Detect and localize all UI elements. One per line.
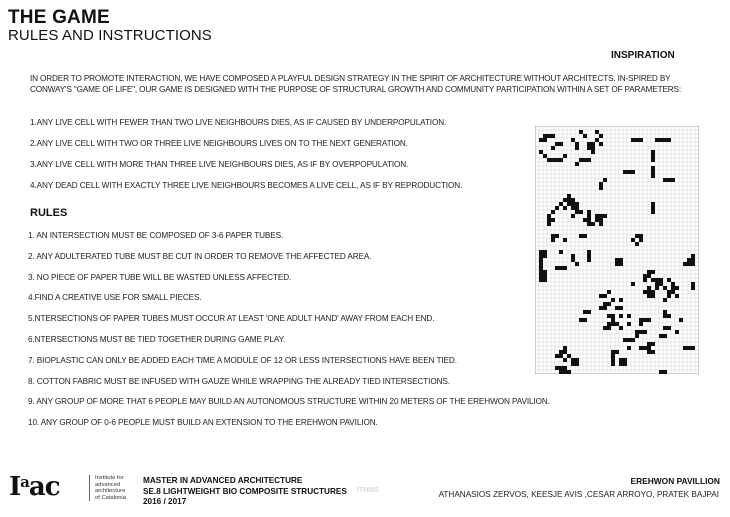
live-cell [599, 214, 603, 218]
live-cell [643, 330, 647, 334]
live-cell [603, 302, 607, 306]
program-info [143, 476, 347, 508]
live-cell [539, 270, 543, 274]
rule-item: 4.FIND A CREATIVE USE FOR SMALL PIECES. [28, 293, 202, 303]
live-cell [643, 318, 647, 322]
live-cell [583, 310, 587, 314]
live-cell [543, 274, 547, 278]
live-cell [571, 198, 575, 202]
live-cell [663, 310, 667, 314]
live-cell [647, 294, 651, 298]
live-cell [555, 206, 559, 210]
live-cell [583, 134, 587, 138]
live-cell [603, 306, 607, 310]
live-cell [571, 358, 575, 362]
live-cell [539, 138, 543, 142]
live-cell [559, 370, 563, 374]
live-cell [571, 258, 575, 262]
live-cell [671, 290, 675, 294]
live-cell [559, 354, 563, 358]
live-cell [567, 354, 571, 358]
live-cell [631, 238, 635, 242]
live-cell [543, 278, 547, 282]
live-cell [623, 170, 627, 174]
live-cell [619, 298, 623, 302]
live-cell [651, 202, 655, 206]
live-cell [539, 150, 543, 154]
live-cell [575, 362, 579, 366]
logo-letter: I [9, 472, 21, 502]
live-cell [555, 354, 559, 358]
live-cell [571, 362, 575, 366]
live-cell [663, 326, 667, 330]
live-cell [663, 334, 667, 338]
live-cell [563, 198, 567, 202]
live-cell [651, 154, 655, 158]
live-cell [559, 366, 563, 370]
live-cell [563, 206, 567, 210]
live-cell [563, 266, 567, 270]
live-cell [651, 278, 655, 282]
live-cell [559, 266, 563, 270]
live-cell [639, 318, 643, 322]
live-cell [667, 178, 671, 182]
live-cell [567, 194, 571, 198]
live-cell [571, 214, 575, 218]
live-cell [599, 182, 603, 186]
live-cell [631, 138, 635, 142]
live-cell [579, 234, 583, 238]
live-cell [675, 330, 679, 334]
live-cell [663, 138, 667, 142]
live-cell [571, 202, 575, 206]
live-cell [611, 358, 615, 362]
live-cell [647, 290, 651, 294]
live-cell [595, 138, 599, 142]
institute-line: of Catalonia [95, 494, 126, 501]
live-cell [587, 214, 591, 218]
live-cell [587, 142, 591, 146]
live-cell [647, 286, 651, 290]
live-cell [655, 282, 659, 286]
live-cell [543, 250, 547, 254]
live-cell [631, 282, 635, 286]
live-cell [659, 334, 663, 338]
live-cell [539, 254, 543, 258]
live-cell [587, 258, 591, 262]
live-cell [591, 222, 595, 226]
live-cell [611, 314, 615, 318]
live-cell [547, 214, 551, 218]
live-cell [591, 146, 595, 150]
live-cell [607, 326, 611, 330]
live-cell [603, 214, 607, 218]
live-cell [611, 362, 615, 366]
live-cell [619, 258, 623, 262]
live-cell [579, 210, 583, 214]
live-cell [687, 346, 691, 350]
live-cell [615, 322, 619, 326]
live-cell [619, 262, 623, 266]
live-cell [607, 302, 611, 306]
live-cell [639, 234, 643, 238]
live-cell [599, 142, 603, 146]
live-cell [643, 278, 647, 282]
live-cell [615, 350, 619, 354]
live-cell [663, 286, 667, 290]
live-cell [659, 138, 663, 142]
institute-line: Institute for [95, 475, 124, 481]
rule-item: 8. COTTON FABRIC MUST BE INFUSED WITH GAUZE WHILE WRAPPING THE ALREADY TIED INTERSECTIONS. [28, 376, 450, 386]
live-cell [667, 326, 671, 330]
logo-letter-sup: a [20, 473, 29, 491]
live-cell [583, 318, 587, 322]
live-cell [551, 210, 555, 214]
live-cell [567, 370, 571, 374]
live-cell [691, 254, 695, 258]
live-cell [587, 218, 591, 222]
live-cell [547, 222, 551, 226]
rule-item: 1. AN INTERSECTION MUST BE COMPOSED OF 3-6 PAPER TUBES. [28, 231, 284, 240]
live-cell [587, 310, 591, 314]
live-cell [627, 314, 631, 318]
live-cell [547, 158, 551, 162]
live-cell [555, 234, 559, 238]
live-cell [603, 326, 607, 330]
live-cell [671, 282, 675, 286]
live-cell [559, 350, 563, 354]
live-cell [579, 318, 583, 322]
live-cell [595, 214, 599, 218]
rule-item: 5.NTERSECTIONS OF PAPER TUBES MUST OCCUR AT LEAST 'ONE ADULT HAND' AWAY FROM EACH END. [28, 314, 435, 324]
live-cell [651, 350, 655, 354]
rule-item: 10. ANY GROUP OF 0-6 PEOPLE MUST BUILD AN EXTENSION TO THE EREHWON PAVILION. [28, 418, 378, 428]
live-cell [651, 158, 655, 162]
live-cell [563, 238, 567, 242]
live-cell [579, 158, 583, 162]
live-cell [623, 358, 627, 362]
live-cell [571, 254, 575, 258]
live-cell [647, 270, 651, 274]
live-cell [635, 330, 639, 334]
live-cell [571, 206, 575, 210]
live-cell [643, 274, 647, 278]
live-cell [611, 354, 615, 358]
live-cell [543, 138, 547, 142]
live-cell [539, 258, 543, 262]
live-cell [559, 158, 563, 162]
ghost-text: ITHMS [357, 487, 379, 494]
live-cell [575, 162, 579, 166]
live-cell [659, 370, 663, 374]
live-cell [591, 150, 595, 154]
live-cell [579, 130, 583, 134]
academic-year: 2016 / 2017 [143, 497, 187, 506]
live-cell [587, 158, 591, 162]
live-cell [539, 250, 543, 254]
rule-item: 7. BIOPLASTIC CAN ONLY BE ADDED EACH TIME A MODULE OF 12 OR LESS INTERSECTIONS HAVE BEEN TIED. [28, 355, 457, 365]
live-cell [563, 346, 567, 350]
live-cell [631, 338, 635, 342]
live-cell [599, 218, 603, 222]
live-cell [679, 318, 683, 322]
live-cell [623, 362, 627, 366]
live-cell [539, 266, 543, 270]
live-cell [583, 158, 587, 162]
live-cell [619, 358, 623, 362]
live-cell [603, 294, 607, 298]
live-cell [607, 322, 611, 326]
course-name: SE.8 LIGHTWEIGHT BIO COMPOSITE STRUCTURES [143, 486, 347, 496]
live-cell [647, 350, 651, 354]
live-cell [547, 134, 551, 138]
live-cell [651, 170, 655, 174]
inspiration-label: INSPIRATION [611, 50, 675, 61]
live-cell [651, 166, 655, 170]
live-cell [651, 270, 655, 274]
live-cell [659, 278, 663, 282]
live-cell [551, 146, 555, 150]
live-cell [563, 154, 567, 158]
logo-divider [89, 475, 90, 501]
live-cell [667, 138, 671, 142]
live-cell [587, 250, 591, 254]
live-cell [599, 306, 603, 310]
live-cell [555, 142, 559, 146]
live-cell [595, 218, 599, 222]
program-name: MASTER IN ADVANCED ARCHITECTURE [143, 476, 303, 485]
live-cell [655, 278, 659, 282]
live-cell [611, 322, 615, 326]
game-of-life-rules [30, 118, 462, 202]
life-rule-item: 1.ANY LIVE CELL WITH FEWER THAN TWO LIVE NEIGHBOURS DIES, AS IF CAUSED BY UNDERPOPULATION. [30, 118, 447, 127]
live-cell [559, 202, 563, 206]
live-cell [611, 350, 615, 354]
live-cell [543, 270, 547, 274]
live-cell [575, 202, 579, 206]
live-cell [539, 278, 543, 282]
live-cell [575, 358, 579, 362]
live-cell [551, 158, 555, 162]
life-rule-item: 3.ANY LIVE CELL WITH MORE THAN THREE LIVE NEIGHBOURS DIES, AS IF BY OVERPOPULATION. [30, 160, 409, 169]
live-cell [635, 242, 639, 246]
live-cell [659, 282, 663, 286]
live-cell [619, 306, 623, 310]
live-cell [563, 370, 567, 374]
rule-item: 9. ANY GROUP OF MORE THAT 6 PEOPLE MAY BUILD AN AUTONOMOUS STRUCTURE WITHIN 20 METERS OF THE EREHWON PAVILION. [28, 397, 550, 407]
institute-line: architecture [95, 488, 126, 495]
live-cell [551, 218, 555, 222]
live-cell [647, 274, 651, 278]
logo-letters: ac [28, 472, 60, 502]
live-cell [667, 314, 671, 318]
live-cell [551, 238, 555, 242]
live-cell [683, 346, 687, 350]
live-cell [543, 254, 547, 258]
game-of-life-grid [535, 126, 699, 374]
live-cell [611, 318, 615, 322]
live-cell [619, 326, 623, 330]
live-cell [639, 138, 643, 142]
live-cell [667, 294, 671, 298]
live-cell [599, 222, 603, 226]
live-cell [555, 366, 559, 370]
rule-item: 6.NTERSECTIONS MUST BE TIED TOGETHER DURING GAME PLAY. [28, 334, 286, 344]
live-cell [667, 290, 671, 294]
live-cell [599, 294, 603, 298]
live-cell [627, 170, 631, 174]
live-cell [655, 286, 659, 290]
live-cell [635, 138, 639, 142]
live-cell [559, 250, 563, 254]
live-cell [647, 346, 651, 350]
live-cell [639, 322, 643, 326]
live-cell [615, 258, 619, 262]
live-cell [651, 150, 655, 154]
live-cell [575, 262, 579, 266]
live-cell [587, 210, 591, 214]
live-cell [567, 202, 571, 206]
live-cell [599, 134, 603, 138]
live-cell [675, 286, 679, 290]
live-cell [575, 206, 579, 210]
iaac-logo [9, 474, 60, 500]
live-cell [651, 342, 655, 346]
live-cell [559, 142, 563, 146]
live-cell [599, 186, 603, 190]
live-cell [675, 294, 679, 298]
live-cell [635, 234, 639, 238]
live-cell [663, 314, 667, 318]
rules-heading: RULES [30, 207, 68, 219]
live-cell [651, 290, 655, 294]
live-cell [651, 174, 655, 178]
live-cell [667, 278, 671, 282]
live-cell [587, 222, 591, 226]
rule-item: 2. ANY ADULTERATED TUBE MUST BE CUT IN ORDER TO REMOVE THE AFFECTED AREA. [28, 251, 372, 261]
live-cell [567, 198, 571, 202]
live-cell [563, 350, 567, 354]
live-cell [587, 254, 591, 258]
live-cell [551, 234, 555, 238]
authors: ATHANASIOS ZERVOS, KEESJE AVIS ,CESAR ARROYO, PRATEK BAJPAI [438, 490, 719, 499]
live-cell [663, 298, 667, 302]
live-cell [611, 298, 615, 302]
live-cell [547, 218, 551, 222]
live-cell [687, 258, 691, 262]
live-cell [671, 286, 675, 290]
live-cell [631, 170, 635, 174]
live-cell [591, 142, 595, 146]
live-cell [587, 146, 591, 150]
live-cell [647, 318, 651, 322]
live-cell [575, 146, 579, 150]
live-cell [671, 178, 675, 182]
live-cell [543, 134, 547, 138]
live-cell [627, 346, 631, 350]
live-cell [647, 342, 651, 346]
rules-list [28, 231, 550, 439]
live-cell [691, 258, 695, 262]
live-cell [595, 130, 599, 134]
institute-name [95, 475, 126, 501]
live-cell [635, 334, 639, 338]
live-cell [691, 286, 695, 290]
intro-paragraph: IN ORDER TO PROMOTE INTERACTION, WE HAVE COMPOSED A PLAYFUL DESIGN STRATEGY IN THE SPIRIT OF ARCHITECTURE WITHOUT ARCHITECTS. IN-SPIRED BY CONWAY'S "GAME OF LIFE", OUR GAME IS DESIGNED WITH THE PURPOSE OF STRUCTURAL GROWTH AND COMMUNITY PARTICIPATION WITHIN A SET OF PARAMETERS: [30, 74, 681, 94]
live-cell [655, 138, 659, 142]
live-cell [555, 266, 559, 270]
life-rule-item: 4.ANY DEAD CELL WITH EXACTLY THREE LIVE NEIGHBOURS BECOMES A LIVE CELL, AS IF BY REPRODUCTION. [30, 181, 463, 190]
live-cell [619, 362, 623, 366]
life-rule-item: 2.ANY LIVE CELL WITH TWO OR THREE LIVE NEIGHBOURS LIVES ON TO THE NEXT GENERATION. [30, 139, 408, 148]
institute-line: advanced [95, 481, 121, 488]
live-cell [639, 330, 643, 334]
live-cell [639, 346, 643, 350]
live-cell [603, 178, 607, 182]
live-cell [651, 206, 655, 210]
live-cell [571, 138, 575, 142]
project-title: EREHWON PAVILLION [630, 476, 720, 486]
live-cell [683, 262, 687, 266]
live-cell [607, 290, 611, 294]
live-cell [539, 262, 543, 266]
live-cell [691, 282, 695, 286]
live-cell [543, 154, 547, 158]
live-cell [615, 306, 619, 310]
live-cell [615, 262, 619, 266]
live-cell [627, 322, 631, 326]
live-cell [651, 210, 655, 214]
live-cell [583, 218, 587, 222]
live-cell [643, 346, 647, 350]
live-cell [687, 262, 691, 266]
live-cell [627, 338, 631, 342]
live-cell [555, 158, 559, 162]
live-cell [651, 294, 655, 298]
live-cell [563, 358, 567, 362]
live-cell [663, 370, 667, 374]
live-cell [691, 346, 695, 350]
live-cell [663, 178, 667, 182]
live-cell [563, 366, 567, 370]
live-cell [575, 142, 579, 146]
page-subtitle: RULES AND INSTRUCTIONS [8, 27, 212, 44]
live-cell [623, 338, 627, 342]
live-cell [691, 262, 695, 266]
live-cell [639, 238, 643, 242]
page-title: THE GAME [8, 7, 110, 28]
rule-item: 3. NO PIECE OF PAPER TUBE WILL BE WASTED UNLESS AFFECTED. [28, 272, 292, 282]
live-cell [619, 314, 623, 318]
live-cell [583, 234, 587, 238]
live-cell [575, 210, 579, 214]
live-cell [607, 314, 611, 318]
live-cell [643, 290, 647, 294]
live-cell [551, 134, 555, 138]
live-cell [539, 274, 543, 278]
